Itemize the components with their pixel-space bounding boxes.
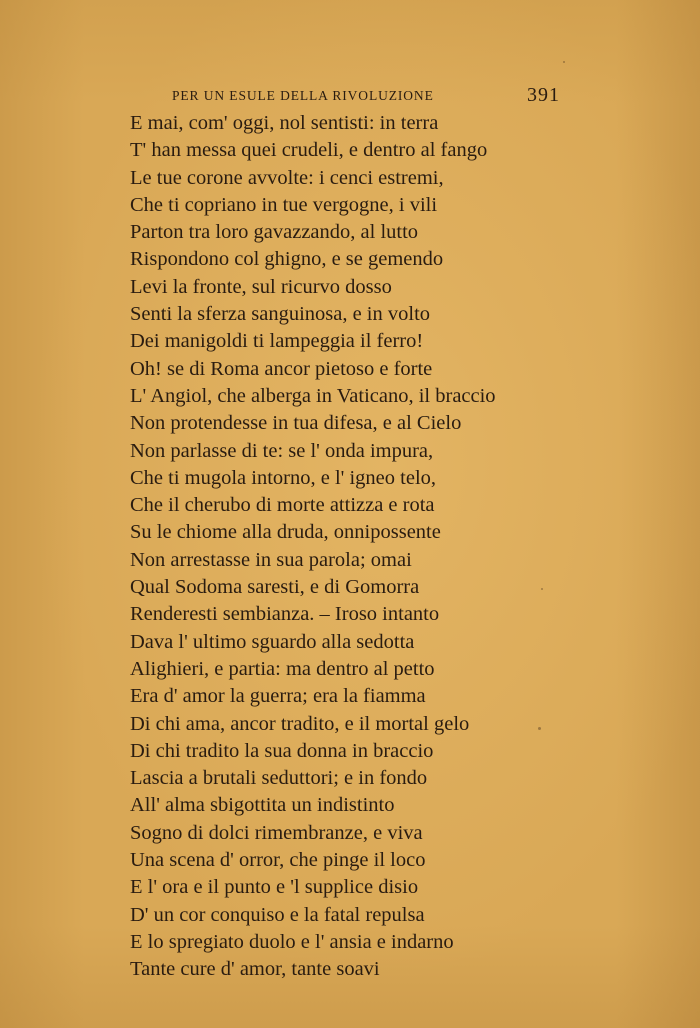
running-head [172, 84, 560, 108]
poem-line: Sogno di dolci rimembranze, e viva [130, 821, 423, 844]
poem-line: Senti la sferza sanguinosa, e in volto [130, 303, 431, 326]
poem-line: T' han messa quei crudeli, e dentro al fango [130, 139, 488, 162]
poem-line: Una scena d' orror, che pinge il loco [130, 849, 426, 872]
page-number: 391 [527, 84, 560, 106]
poem-text [130, 110, 570, 984]
poem-line: Che ti mugola intorno, e l' igneo telo, [130, 466, 437, 489]
paper-speck [563, 61, 565, 63]
paper-speck [541, 588, 543, 590]
poem-line: Levi la fronte, sul ricurvo dosso [130, 275, 392, 298]
poem-line: Qual Sodoma saresti, e di Gomorra [130, 576, 420, 599]
poem-line: Non arrestasse in sua parola; omai [130, 548, 412, 571]
poem-line: Dei manigoldi ti lampeggia il ferro! [130, 330, 424, 353]
poem-line: Non parlasse di te: se l' onda impura, [130, 439, 434, 462]
poem-line: Le tue corone avvolte: i cenci estremi, [130, 166, 444, 189]
poem-line: E mai, com' oggi, nol sentisti: in terra [130, 112, 439, 134]
poem-line: Tante cure d' amor, tante soavi [130, 958, 380, 981]
poem-line: Dava l' ultimo sguardo alla sedotta [130, 630, 415, 653]
poem-line: L' Angiol, che alberga in Vaticano, il braccio [130, 384, 496, 407]
poem-line: All' alma sbigottita un indistinto [130, 794, 395, 817]
poem-line: Rispondono col ghigno, e se gemendo [130, 248, 444, 271]
poem-line: D' un cor conquiso e la fatal repulsa [130, 903, 425, 926]
poem-line: Che ti copriano in tue vergogne, i vili [130, 193, 438, 216]
poem-line: Parton tra loro gavazzando, al lutto [130, 221, 419, 244]
running-title: PER UN ESULE DELLA RIVOLUZIONE [172, 88, 434, 103]
poem-line: Era d' amor la guerra; era la fiamma [130, 685, 426, 708]
poem-line: Di chi ama, ancor tradito, e il mortal gelo [130, 712, 470, 735]
poem-line: Su le chiome alla druda, onnipossente [130, 521, 441, 544]
poem-line: E l' ora e il punto e 'l supplice disio [130, 876, 419, 899]
poem-line: Renderesti sembianza. – Iroso intanto [130, 603, 440, 626]
poem-line: Non protendesse in tua difesa, e al Cielo [130, 412, 462, 435]
poem-line: Lascia a brutali seduttori; e in fondo [130, 767, 428, 790]
poem-line: Che il cherubo di morte attizza e rota [130, 494, 435, 517]
poem-line: Di chi tradito la sua donna in braccio [130, 739, 434, 762]
poem-line: E lo spregiato duolo e l' ansia e indarno [130, 930, 454, 953]
poem-line: Alighieri, e partia: ma dentro al petto [130, 657, 435, 680]
paper-speck [538, 727, 541, 730]
poem-line: Oh! se di Roma ancor pietoso e forte [130, 357, 433, 380]
